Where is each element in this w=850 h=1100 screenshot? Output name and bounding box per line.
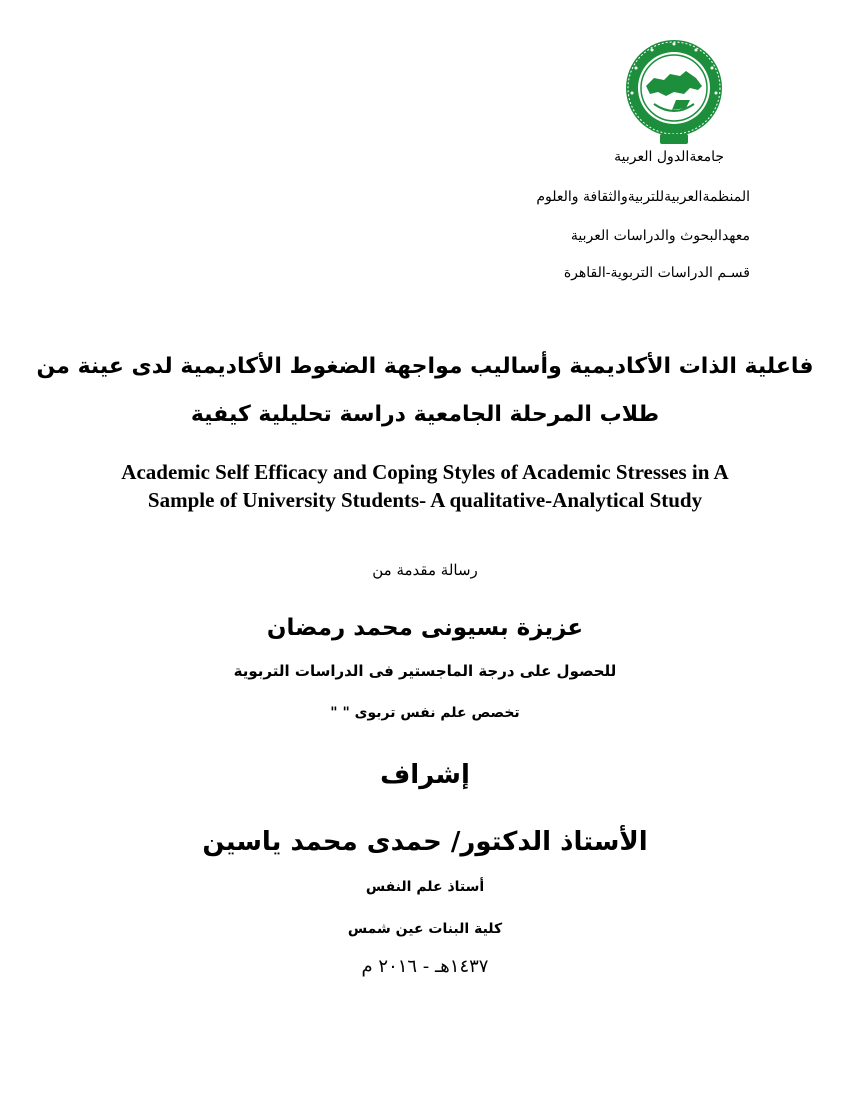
- supervisor-position: أستاذ علم النفس: [365, 879, 485, 895]
- supervisor-college: كلية البنات عين شمس: [347, 921, 503, 937]
- institution-organization: المنظمةالعربيةللتربيةوالثقافة والعلوم: [536, 189, 750, 205]
- author-name: عزيزة بسيونى محمد رمضان: [266, 615, 584, 641]
- degree-statement: للحصول على درجة الماجستير فى الدراسات التربوية: [233, 662, 617, 680]
- supervision-heading: إشراف: [380, 760, 470, 790]
- institution-institute: معهدالبحوث والدراسات العربية: [570, 228, 750, 244]
- thesis-title-english-line-1: Academic Self Efficacy and Coping Styles of Academic Stresses in A: [121, 460, 729, 484]
- supervisor-name: الأستاذ الدكتور/ حمدى محمد ياسين: [202, 827, 648, 857]
- thesis-title-arabic-line-2: طلاب المرحلة الجامعية دراسة تحليلية كيفية: [190, 402, 660, 427]
- thesis-title-arabic-line-1: فاعلية الذات الأكاديمية وأساليب مواجهة الضغوط الأكاديمية لدى عينة من: [36, 354, 814, 379]
- institution-league: جامعةالدول العربية: [614, 149, 724, 165]
- submitted-by-label: رسالة مقدمة من: [372, 561, 478, 579]
- submission-date: ١٤٣٧هـ - ٢٠١٦ م: [361, 956, 489, 977]
- thesis-title-english-line-2: Sample of University Students- A qualitative-Analytical Study: [147, 488, 703, 512]
- institution-department: قسـم الدراسات التربوية-القاهرة: [563, 265, 750, 281]
- major-statement: تخصص علم نفس تربوى " ": [330, 705, 520, 721]
- arab-league-emblem-icon: [624, 38, 724, 146]
